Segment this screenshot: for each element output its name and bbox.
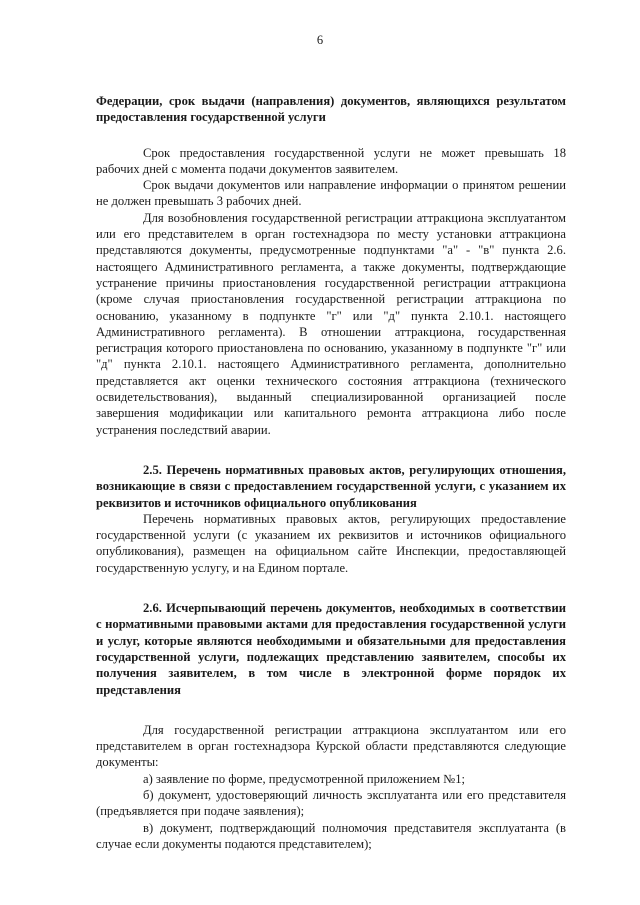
section-heading-2-5: 2.5. Перечень нормативных правовых актов, регулирующих отношения, возникающие в связи с предоставлением государственной услуги, с указанием их реквизитов и источников официального опубликования: [96, 462, 566, 510]
page-number: 6: [316, 33, 324, 47]
paragraph-registration-docs: Для государственной регистрации аттракциона эксплуатантом или его представителем в орган гостехнадзора Курской области представляются следующие документы:: [96, 722, 566, 770]
paragraph-renewal: Для возобновления государственной регистрации аттракциона эксплуатантом или его представителем в орган гостехнадзора по месту установки аттракциона представляются документы, предусмотренные подпунктами "а" - "в" пункта 2.6. настоящего Административного регламента, а также документы, подтверждающие устранение причины приостановления государственной регистрации аттракциона (кроме случая приостановления государственной регистрации аттракциона по основанию, указанному в подпункте "г" или "д" пункта 2.10.1. настоящего Административного регламента). В отношении аттракциона, государственная регистрация которого приостановлена по основанию, указанному в подпункте "г" или "д" пункта 2.10.1. настоящего Административного регламента, дополнительно представляется акт оценки технического состояния аттракциона (технического освидетельствования), выданный специализированной организацией после завершения модификации или капитального ремонта аттракциона либо после устранения последствий аварии.: [96, 210, 566, 437]
paragraph-issue-term: Срок выдачи документов или направление информации о принятом решении не должен превышать 3 рабочих дней.: [96, 178, 566, 209]
list-item-a: а) заявление по форме, предусмотренной приложением №1;: [143, 771, 465, 786]
paragraph-service-term: Срок предоставления государственной услуги не может превышать 18 рабочих дней с момента подачи документов заявителем.: [96, 145, 566, 176]
paragraph-normative-acts: Перечень нормативных правовых актов, регулирующих предоставление государственной услуги (с указанием их реквизитов и источников официального опубликования), размещен на официальном сайте Инспекции, предоставляющей государственную услугу, и на Едином портале.: [96, 511, 566, 575]
document-body: [96, 93, 566, 852]
section-heading-2-6: 2.6. Исчерпывающий перечень документов, необходимых в соответствии с нормативными правовыми актами для предоставления государственной услуги и услуг, которые являются необходимыми и обязательными для предоставления государственной услуги, подлежащих представлению заявителем, способы их получения заявителем, в том числе в электронной форме порядок их представления: [96, 601, 566, 697]
list-item-b: б) документ, удостоверяющий личность эксплуатанта или его представителя (предъявляется при подаче заявления);: [96, 787, 566, 819]
section-heading-continued: Федерации, срок выдачи (направления) документов, являющихся результатом предоставления государственной услуги: [96, 94, 566, 125]
list-item-v: в) документ, подтверждающий полномочия представителя эксплуатанта (в случае если документы подаются представителем);: [96, 820, 566, 851]
